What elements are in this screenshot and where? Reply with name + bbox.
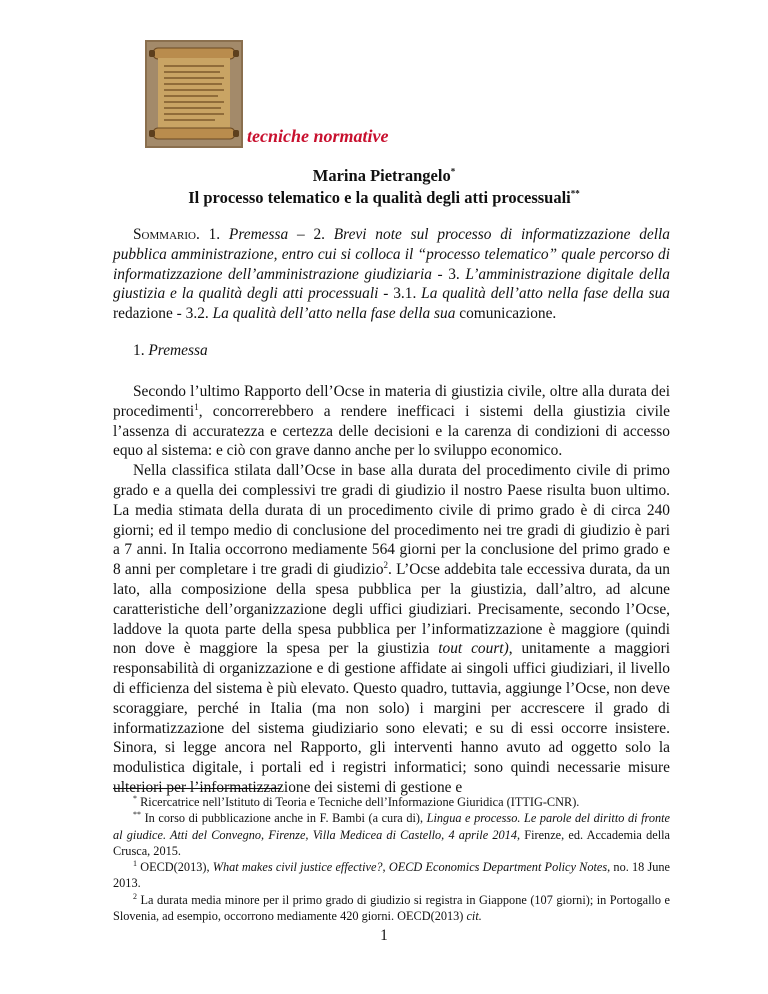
summary-item: L’amministrazione digitale della giustizia e la qualità degli atti processuali <box>113 265 670 303</box>
summary-item: Premessa <box>228 226 289 243</box>
summary-separator: - 3.2. <box>176 305 209 323</box>
summary-item: La qualità dell’atto nella fase della sua <box>421 285 670 303</box>
footnote-mark: 1 <box>133 859 137 869</box>
footnote <box>113 810 670 859</box>
footnote <box>113 859 670 892</box>
article-title-text: Il processo telematico e la qualità degli atti processuali <box>188 188 571 207</box>
footnote-emphasis: cit. <box>466 909 482 924</box>
footnote-text: , Firenze, ed. Accademia della Crusca, 2015. <box>113 827 670 858</box>
footnote-mark: * <box>133 793 137 803</box>
article-title <box>0 187 768 209</box>
body-text <box>113 382 670 798</box>
title-footnote-mark[interactable]: ** <box>570 188 580 199</box>
section-number: 1. <box>133 342 145 359</box>
footnote-ref[interactable]: 2 <box>383 560 389 571</box>
footnote-emphasis: What makes civil justice effective?, OECD Economics Department Policy Notes <box>212 860 608 875</box>
footnote-text: La durata media minore per il primo grado di giudizio si registra in Giappone (107 giorni); in Portogallo e Slovenia, ad esempio, occorrono mediamente 420 giorni. OECD(2013) <box>113 892 671 924</box>
footnote <box>113 892 670 925</box>
paragraph-text: Nella classifica stilata dall’Ocse in base alla durata del procedimento civile di primo grado e a quella dei complessivi tre gradi di giudizio il nostro Paese risulta buon ultimo. La media stimata della durata di un procedimento civile di primo grado è di circa 240 giorni; ed il tempo medio di conclusione del procedimento nei tre gradi di giudizio è pari a 7 anni. In Italia occorrono mediamente 564 giorni per la conclusione del primo grado e 8 anni per completare i tre gradi di giudizio <box>113 462 670 579</box>
summary <box>113 225 670 324</box>
summary-label: Sommario. <box>133 226 200 243</box>
footnote-text: OECD(2013), <box>140 860 210 875</box>
footnote-text: , no. 18 June 2013. <box>113 860 671 891</box>
summary-item-keyword: comunicazione. <box>459 305 557 323</box>
footnote-mark: 2 <box>133 891 137 901</box>
section-rubric: tecniche normative <box>247 126 389 146</box>
summary-separator: - 3.1. <box>383 285 417 303</box>
footnote-mark: ** <box>133 810 141 820</box>
summary-number: 1. <box>208 226 221 243</box>
paragraph-emphasis: tout court) <box>438 640 509 658</box>
summary-item: Brevi note sul processo di informatizzazione della pubblica amministrazione, entro cui si colloca il “processo telematico” quale percorso di informatizzazione dell’amministrazione giudiziaria <box>113 226 670 283</box>
section-title: Premessa <box>148 342 208 359</box>
summary-item-keyword: redazione <box>113 305 173 323</box>
paragraph-text: , unitamente a maggiori responsabilità di organizzazione e di gestione affidate ai singoli uffici giudiziari, il livello di efficienza del sistema è più elevato. Questo quadro, tuttavia, aggiunge l’Ocse, non deve scoraggiare, perché in Italia (ma non solo) i margini per accrescere il grado di informatizzazione del sistema giudiziario sono elevati; e su di essi occorre insistere. Sinora, si legge ancora nel Rapporto, gli interventi hanno avuto ad oggetto solo la modulistica digitale, i portali ed i registri informatici; sono quindi necessarie misure ulteriori per l’informatizzazione dei sistemi di gestione e <box>113 640 670 796</box>
paragraph <box>113 461 670 798</box>
author-name-text: Marina Pietrangelo <box>312 166 451 185</box>
section-heading <box>133 342 208 360</box>
scroll-logo-image <box>145 40 243 148</box>
author-name <box>0 165 768 187</box>
footnotes <box>113 794 670 924</box>
summary-item: La qualità dell’atto nella fase della sua <box>212 305 456 323</box>
scroll-icon <box>145 40 243 148</box>
paragraph-text: , concorrerebbero a rendere inefficaci i sistemi della giustizia civile l’assenza di accuratezza e certezza delle decisioni e la carenza di condizioni di accesso equo al sistema: e ciò con grave danno anche per lo sviluppo economico. <box>113 402 670 460</box>
footnote-text: In corso di pubblicazione anche in F. Bambi (a cura di), <box>144 811 424 826</box>
paragraph-text: . L’Ocse addebita tale eccessiva durata, da un lato, alla composizione della spesa pubblica per la giustizia, dall’altro, ad alcune caratteristiche dell’organizzazione degli uffici giudiziari. Precisamente, secondo l’Ocse, laddove la quota parte della spesa pubblica per l’informatizzazione è maggiore (quindi non dove è maggiore la spesa per la giustizia <box>113 561 670 658</box>
paragraph-text: Secondo l’ultimo Rapporto dell’Ocse in materia di giustizia civile, oltre alla durata dei procedimenti <box>113 383 670 420</box>
page-number: 1 <box>380 927 388 944</box>
paragraph <box>113 382 670 461</box>
summary-separator: – 2. <box>296 226 325 243</box>
footnote-emphasis: Lingua e processo. Le parole del diritto di fronte al giudice. Atti del Convegno, Firenze, Villa Medicea di Castello, 4 aprile 2014 <box>113 811 671 842</box>
summary-separator: - 3. <box>437 265 460 283</box>
footnote-text: Ricercatrice nell’Istituto di Teoria e Tecniche dell’Informazione Giuridica (ITTIG-CNR). <box>140 795 580 809</box>
footnote-divider <box>113 788 281 789</box>
footnote <box>113 794 670 810</box>
footnote-ref[interactable]: 1 <box>194 401 199 412</box>
author-footnote-mark[interactable]: * <box>450 166 456 177</box>
